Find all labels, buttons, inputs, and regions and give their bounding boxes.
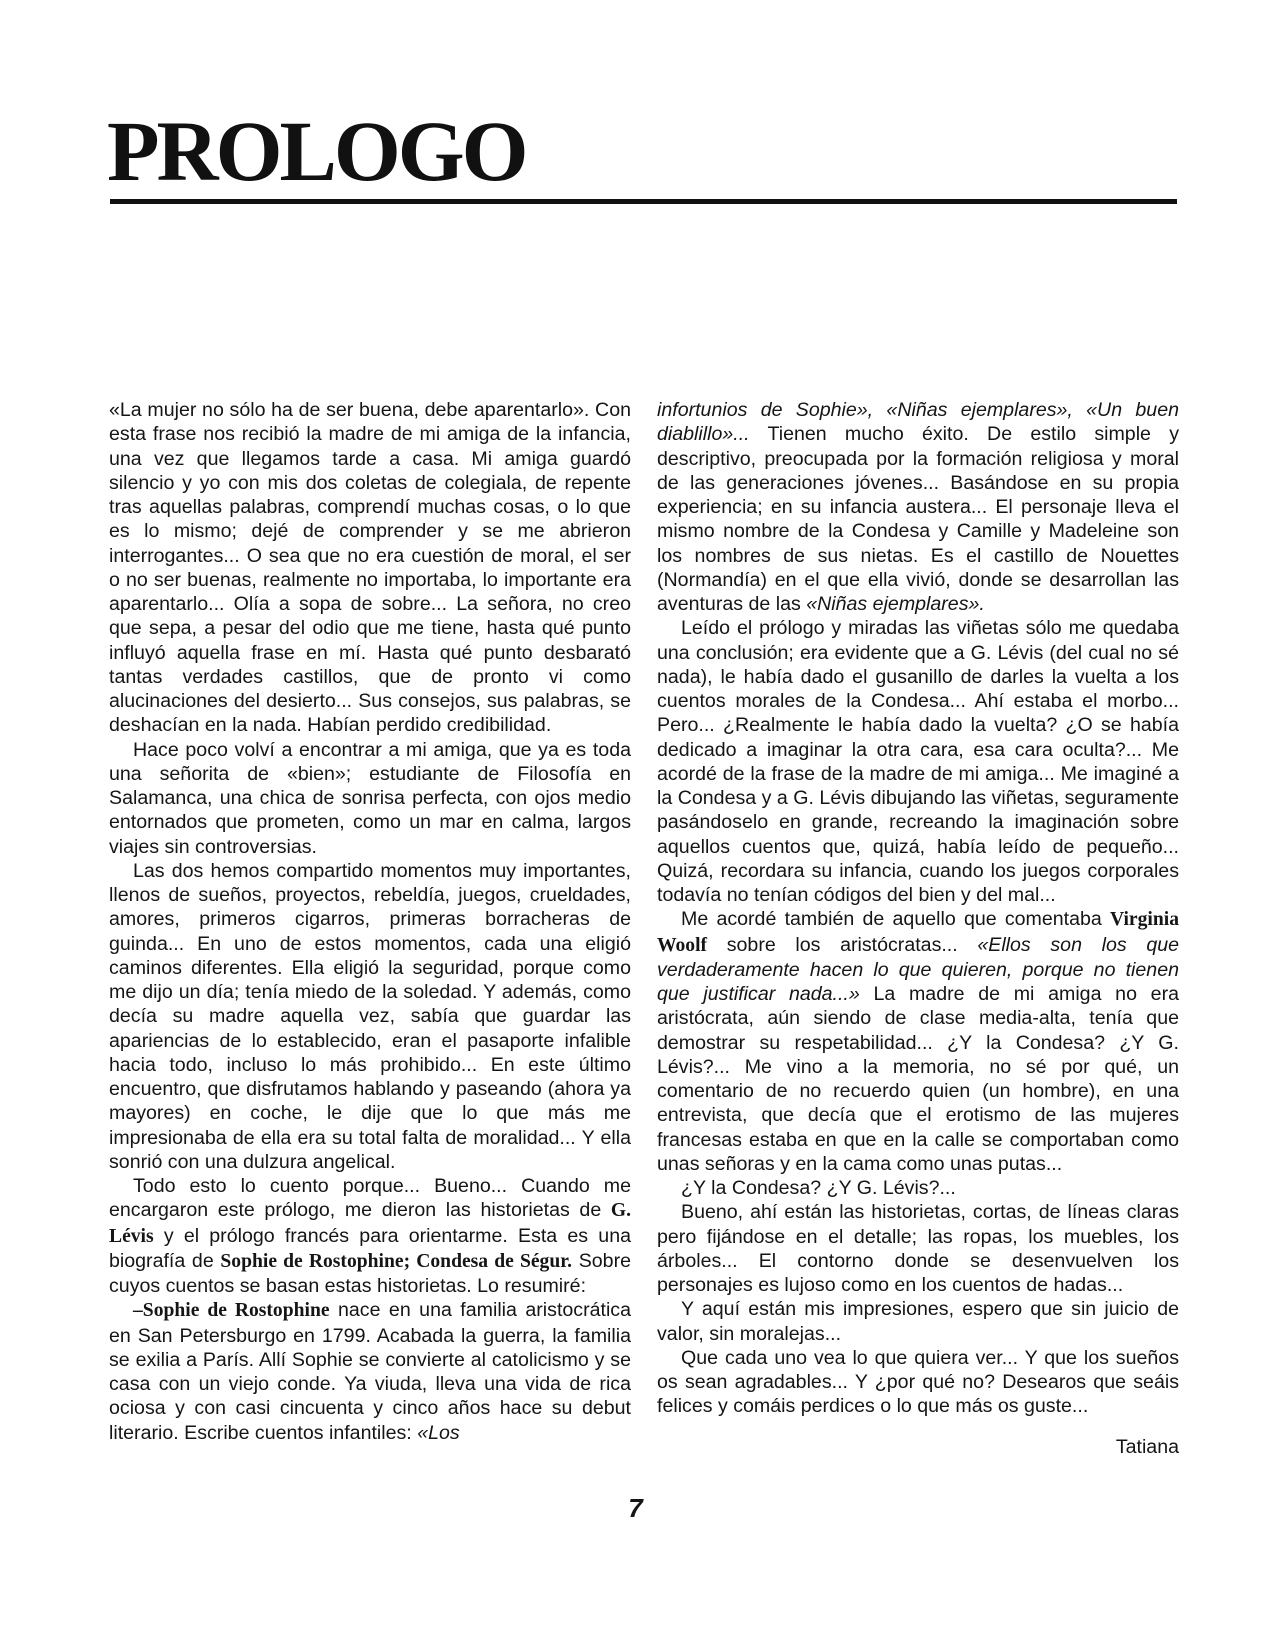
page-number: 7	[628, 1493, 643, 1523]
text-run: Tienen mucho éxito. De estilo simple y descriptivo, preocupada por la formación religiosa y moral de las generaciones jóvenes... Basándose en su propia experiencia; en su infancia austera... El personaje lleva el mismo nombre de la Condesa y Camille y Madeleine son los nombres de sus nietas. Es el castillo de Nouettes (Normandía) en el que ella vivió, donde se desarrollan las aventuras de las	[657, 423, 1179, 615]
paragraph: Las dos hemos compartido momentos muy importantes, llenos de sueños, proyectos, rebeldía, juegos, crueldades, amores, primeros cigarros, primeras borracheras de guinda... En uno de estos momentos, cada una eligió caminos diferentes. Ella eligió la seguridad, porque como me dijo un día; tenía miedo de la soledad. Y además, como decía su madre aquella vez, sabía que guardar las apariencias de lo establecido, eran el pasaporte infalible hacia todo, incluso lo más prohibido... En este último encuentro, que disfrutamos hablando y paseando (ahora ya mayores) en coche, le dije que lo que más me impresionaba de ella era su total falta de moralidad... Y ella sonrió con una dulzura angelical.	[109, 859, 631, 1173]
title-rule	[110, 199, 1177, 204]
paragraph: Y aquí están mis impresiones, espero que sin juicio de valor, sin moralejas...	[657, 1298, 1179, 1345]
paragraph	[657, 398, 1179, 616]
book-title: «Los	[417, 1421, 460, 1444]
left-column	[109, 398, 631, 1445]
text-run: Me acordé también de aquello que comentaba	[681, 908, 1111, 931]
text-run: Todo esto lo cuento porque... Bueno... Cuando me encargaron este prólogo, me dieron las historietas de	[109, 1175, 631, 1222]
text-run: La madre de mi amiga no era aristócrata, aún siendo de clase media-alta, tenía que demostrar su respetabilidad... ¿Y la Condesa? ¿Y G. Lévis?... Me vino a la memoria, no sé por qué, un comentario de no recuerdo quien (un hombre), en una entrevista, que decía que el erotismo de las mujeres francesas estaba en que en la calle se comportaban como unas señoras y en la cama como unas putas...	[657, 983, 1179, 1175]
paragraph: Que cada uno vea lo que quiera ver... Y que los sueños os sean agradables... Y ¿por qué no? Desearos que seáis felices y comáis perdices o lo que más os guste...	[657, 1346, 1179, 1418]
author-name: G. Lévis	[109, 1200, 631, 1247]
text-run: nace en una familia aristocrática en San Petersburgo en 1799. Acabada la guerra, la familia se exilia a París. Allí Sophie se convierte al catolicismo y se casa con un viejo conde. Ya viuda, lleva una vida de rica ociosa y con casi cincuenta y cinco años hace su debut literario. Escribe cuentos infantiles:	[109, 1299, 631, 1444]
paragraph: Hace poco volví a encontrar a mi amiga, que ya es toda una señorita de «bien»; estudiante de Filosofía en Salamanca, una chica de sonrisa perfecta, con ojos medio entornados que prometen, como un mar en calma, largos viajes sin controversias.	[109, 738, 631, 858]
biography-subject: –Sophie de Rostophine	[133, 1300, 330, 1322]
text-run: Sobre cuyos cuentos se basan estas historietas. Lo resumiré:	[109, 1249, 631, 1297]
page-title: PROLOGO	[107, 103, 526, 199]
paragraph: ¿Y la Condesa? ¿Y G. Lévis?...	[681, 1177, 956, 1199]
signature: Tatiana	[1115, 1435, 1179, 1458]
paragraph	[109, 1174, 631, 1298]
book-titles: infortunios de Sophie», «Niñas ejemplares», «Un buen diablillo»...	[657, 399, 1179, 446]
paragraph: Leído el prólogo y miradas las viñetas sólo me quedaba una conclusión; era evidente que a G. Lévis (del cual no sé nada), le había dado el gusanillo de darles la vuelta a los cuentos morales de la Condesa... Ahí estaba el morbo... Pero... ¿Realmente le había dado la vuelta? ¿O se había dedicado a imaginar la otra cara, esa cara oculta?... Me acordé de la frase de la madre de mi amiga... Me imaginé a la Condesa y a G. Lévis dibujando las viñetas, seguramente pasándoselo en grande, recreando la imaginación sobre aquellos cuentos que, quizá, había leído de pequeño... Quizá, recordara su infancia, cuando los juegos corporales todavía no tenían códigos del bien y del mal...	[657, 617, 1179, 906]
book-title: «Niñas ejemplares».	[806, 593, 985, 615]
quoted-author: Virginia Woolf	[657, 909, 1179, 956]
paragraph	[657, 907, 1179, 1176]
paragraph: «La mujer no sólo ha de ser buena, debe aparentarlo». Con esta frase nos recibió la madre de mi amiga de la infancia, una vez que llegamos tarde a casa. Mi amiga guardó silencio y yo con mis dos coletas de colegiala, de repente tras aquellas palabras, comprendí muchas cosas, o lo que es lo mismo; dejé de comprender y se me abrieron interrogantes... O sea que no era cuestión de moral, el ser o no ser buenas, realmente no importaba, lo importante era aparentarlo... Olía a sopa de sobre... La señora, no creo que sepa, a pesar del odio que me tiene, hasta qué punto influyó aquella frase en mí. Hasta qué punto desbarató tantas verdades castillos, que de pronto vi como alucinaciones del desierto... Sus consejos, sus palabras, se deshacían en la nada. Habían perdido credibilidad.	[109, 399, 631, 737]
text-run: y el prólogo francés para orientarme. Esta es una biografía de	[109, 1224, 631, 1272]
biography-subject: Sophie de Rostophine; Condesa de Ségur.	[220, 1250, 573, 1272]
quotation: «Ellos son los que verdaderamente hacen lo que quieren, porque no tienen que justificar nada...»	[657, 933, 1180, 1005]
paragraph: Bueno, ahí están las historietas, cortas, de líneas claras pero fijándose en el detalle; las ropas, los muebles, los árboles... El contorno donde se desenvuelven los personajes es lujoso como en los cuentos de hadas...	[657, 1201, 1179, 1296]
paragraph	[109, 1298, 631, 1445]
right-column	[657, 398, 1179, 1459]
text-run: sobre los aristócratas...	[707, 933, 978, 956]
